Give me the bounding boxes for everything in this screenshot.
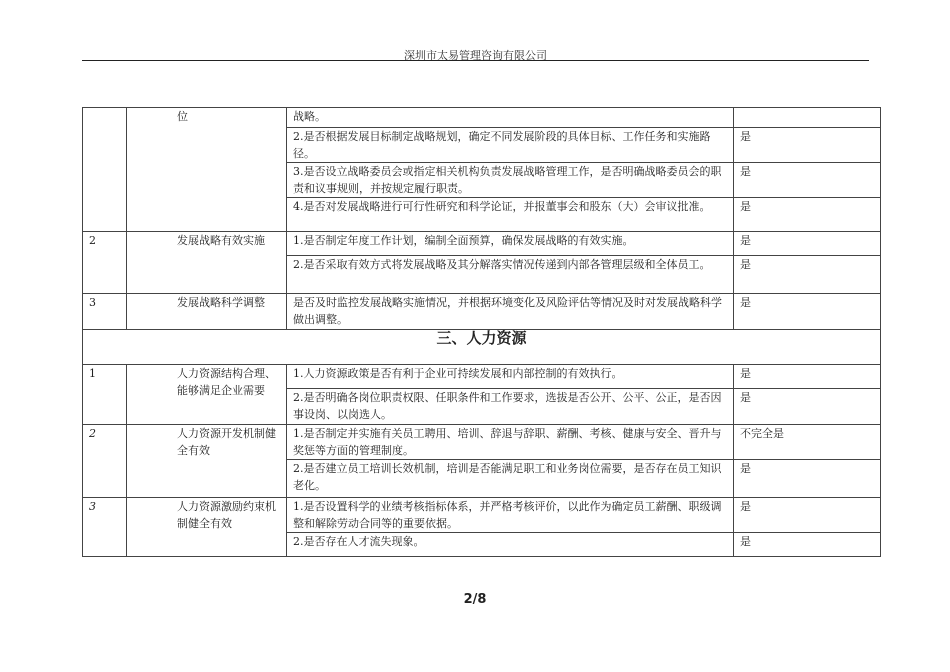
check-content: 2.是否采取有效方式将发展战略及其分解落实情况传递到内部各管理层级和全体员工。 xyxy=(287,256,734,294)
table-row xyxy=(83,294,881,330)
check-content: 2.是否明确各岗位职责权限、任职条件和工作要求，选拔是否公开、公平、公正，是否因事设岗、以岗选人。 xyxy=(287,389,734,425)
check-result: 不完全是 xyxy=(734,425,881,460)
check-content: 1.是否制定年度工作计划，编制全面预算，确保发展战略的有效实施。 xyxy=(287,232,734,256)
table-row xyxy=(83,498,881,533)
check-content: 战略。 xyxy=(287,108,734,128)
check-result xyxy=(734,108,881,128)
check-content: 2.是否根据发展目标制定战略规划，确定不同发展阶段的具体目标、工作任务和实施路径。 xyxy=(287,128,734,163)
section-title-row xyxy=(83,330,881,365)
check-result: 是 xyxy=(734,198,881,232)
check-content: 3.是否设立战略委员会或指定相关机构负责发展战略管理工作，是否明确战略委员会的职责和议事规则，并按规定履行职责。 xyxy=(287,163,734,198)
check-result: 是 xyxy=(734,460,881,498)
row-number: 3 xyxy=(83,294,127,330)
check-result: 是 xyxy=(734,389,881,425)
check-result: 是 xyxy=(734,294,881,330)
check-content: 1.是否制定并实施有关员工聘用、培训、辞退与辞职、薪酬、考核、健康与安全、晋升与奖惩等方面的管理制度。 xyxy=(287,425,734,460)
check-content: 2.是否建立员工培训长效机制，培训是否能满足职工和业务岗位需要，是否存在员工知识老化。 xyxy=(287,460,734,498)
section-title: 三、人力资源 xyxy=(83,330,881,365)
check-result: 是 xyxy=(734,533,881,557)
check-content: 1.人力资源政策是否有利于企业可持续发展和内部控制的有效执行。 xyxy=(287,365,734,389)
check-content: 4.是否对发展战略进行可行性研究和科学论证，并报董事会和股东（大）会审议批准。 xyxy=(287,198,734,232)
page-number: 2/8 xyxy=(463,592,487,607)
row-number: 1 xyxy=(83,365,127,425)
control-item: 人力资源结构合理、能够满足企业需要 xyxy=(127,365,287,425)
control-item: 发展战略科学调整 xyxy=(127,294,287,330)
control-table xyxy=(82,107,881,557)
control-item: 位 xyxy=(127,108,287,232)
row-number: 2 xyxy=(83,425,127,498)
table-row xyxy=(83,425,881,460)
check-result: 是 xyxy=(734,365,881,389)
check-content: 1.是否设置科学的业绩考核指标体系，并严格考核评价，以此作为确定员工薪酬、职级调整和解除劳动合同等的重要依据。 xyxy=(287,498,734,533)
row-number: 3 xyxy=(83,498,127,557)
control-item: 人力资源激励约束机制健全有效 xyxy=(127,498,287,557)
control-item: 人力资源开发机制健全有效 xyxy=(127,425,287,498)
row-number: 2 xyxy=(83,232,127,294)
check-result: 是 xyxy=(734,232,881,256)
check-content: 2.是否存在人才流失现象。 xyxy=(287,533,734,557)
check-result: 是 xyxy=(734,256,881,294)
table-row xyxy=(83,365,881,389)
table-row xyxy=(83,108,881,128)
table-row xyxy=(83,232,881,256)
check-result: 是 xyxy=(734,498,881,533)
control-item: 发展战略有效实施 xyxy=(127,232,287,294)
check-result: 是 xyxy=(734,163,881,198)
check-content: 是否及时监控发展战略实施情况，并根据环境变化及风险评估等情况及时对发展战略科学做出调整。 xyxy=(287,294,734,330)
check-result: 是 xyxy=(734,128,881,163)
company-header: 深圳市太易管理咨询有限公司 xyxy=(404,49,547,62)
row-number xyxy=(83,108,127,232)
header-rule xyxy=(82,60,869,61)
